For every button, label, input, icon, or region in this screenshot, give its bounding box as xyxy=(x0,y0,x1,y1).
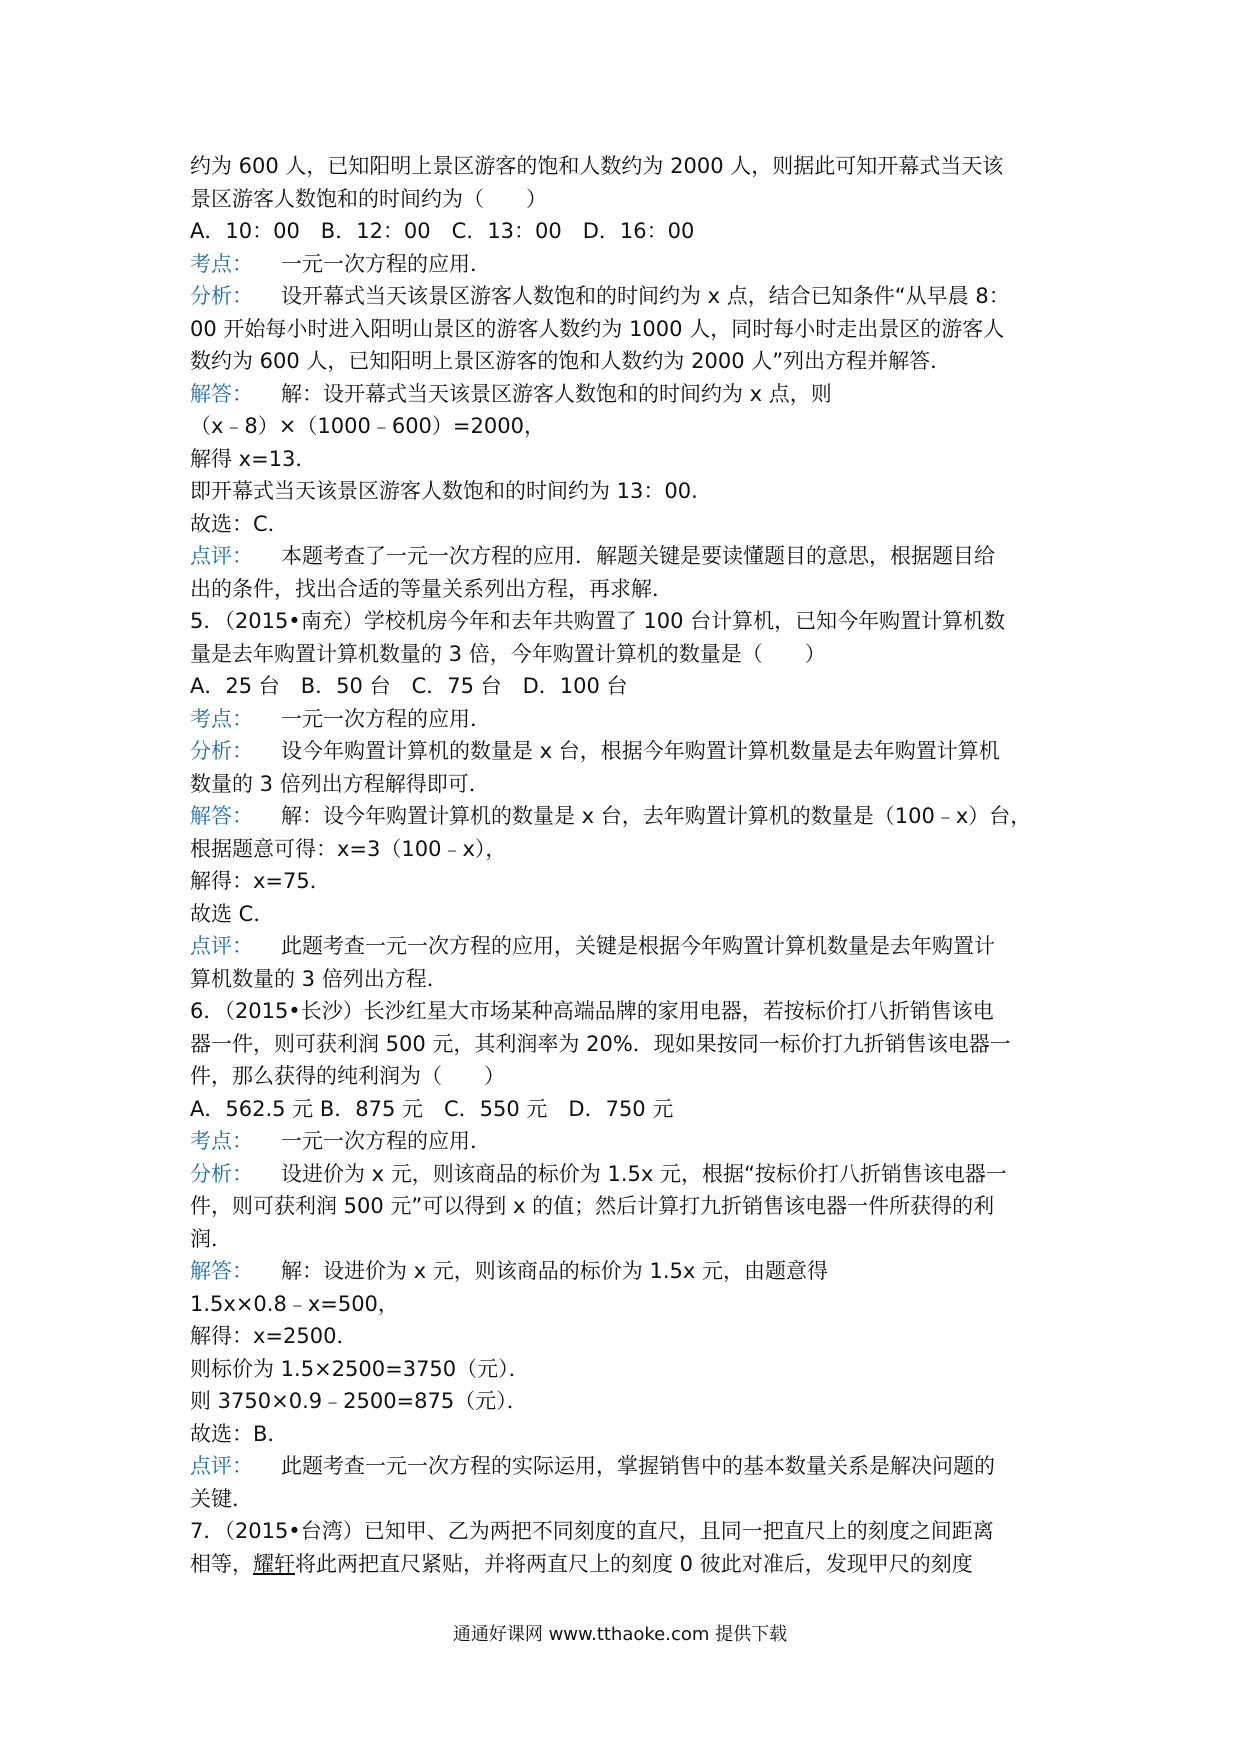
line-text: 将此两把直尺紧贴，并将两直尺上的刻度 0 彼此对准后，发现甲尺的刻度 xyxy=(295,1551,973,1576)
section-label: 考点： xyxy=(190,251,253,276)
section-label: 考点： xyxy=(190,706,253,731)
text-line xyxy=(190,248,1060,281)
text-line: 则标价为 1.5×2500=3750（元）． xyxy=(190,1356,530,1381)
section-label: 解答： xyxy=(190,1259,253,1283)
section-label: 解答： xyxy=(190,804,253,828)
text-line: 5．（2015•南充）学校机房今年和去年共购置了 100 台计算机，已知今年购置计算机数 xyxy=(190,609,1006,633)
text-line xyxy=(190,1450,1060,1483)
line-text: 此题考查一元一次方程的实际运用，掌握销售中的基本数量关系是解决问题的 xyxy=(281,1454,995,1478)
text-line xyxy=(190,1125,1060,1158)
text-line: A．562.5 元 B．875 元 C．550 元 D．750 元 xyxy=(190,1096,674,1121)
text-line: 根据题意可得：x=3（100﹣x）， xyxy=(190,836,507,861)
document-body xyxy=(190,150,1060,1580)
text-line: 解得 x=13． xyxy=(190,446,317,471)
line-text: 设开幕式当天该景区游客人数饱和的时间约为 x 点，结合已知条件“从早晨 8： xyxy=(281,284,1010,308)
text-line: 解得：x=75． xyxy=(190,869,331,893)
text-line: 6．（2015•长沙）长沙红星大市场某种高端品牌的家用电器，若按标价打八折销售该电 xyxy=(190,999,994,1023)
text-line: 件，则可获利润 500 元”可以得到 x 的值；然后计算打九折销售该电器一件所获得的利 xyxy=(190,1194,995,1218)
text-line: 7．（2015•台湾）已知甲、乙为两把不同刻度的直尺，且同一把直尺上的刻度之间距离 xyxy=(190,1519,994,1543)
page-footer: 通通好课网 www.tthaoke.com 提供下载 xyxy=(452,1624,788,1645)
text-line xyxy=(190,1548,1060,1581)
text-line: （x﹣8）×（1000﹣600）=2000， xyxy=(190,414,545,438)
text-line: 景区游客人数饱和的时间约为（ ） xyxy=(190,186,547,211)
line-text: 解：设开幕式当天该景区游客人数饱和的时间约为 x 点，则 xyxy=(281,381,832,406)
text-line xyxy=(190,1158,1060,1191)
section-label: 分析： xyxy=(190,284,253,308)
text-line: 1.5x×0.8﹣x=500， xyxy=(190,1291,399,1316)
text-line: A．10：00 B．12：00 C．13：00 D．16：00 xyxy=(190,219,695,243)
line-text: 一元一次方程的应用． xyxy=(281,251,491,276)
text-line: 故选：B． xyxy=(190,1421,289,1446)
text-line: A．25 台 B．50 台 C．75 台 D．100 台 xyxy=(190,674,628,698)
text-line xyxy=(190,735,1060,768)
text-line xyxy=(190,1255,1060,1288)
line-text: 此题考查一元一次方程的应用，关键是根据今年购置计算机数量是去年购置计 xyxy=(281,934,995,958)
text-line: 润． xyxy=(190,1226,232,1251)
line-text: 解：设今年购置计算机的数量是 x 台，去年购置计算机的数量是（100﹣x）台， xyxy=(281,804,1032,828)
section-label: 解答： xyxy=(190,381,253,406)
text-line: 约为 600 人，已知阳明上景区游客的饱和人数约为 2000 人，则据此可知开幕式当天该 xyxy=(190,154,1004,178)
text-line: 量是去年购置计算机数量的 3 倍，今年购置计算机的数量是（ ） xyxy=(190,641,826,666)
section-label: 分析： xyxy=(190,1161,253,1186)
text-line: 数约为 600 人，已知阳明上景区游客的饱和人数约为 2000 人”列出方程并解答． xyxy=(190,349,952,373)
section-label: 点评： xyxy=(190,1454,253,1478)
text-line xyxy=(190,280,1060,313)
line-text: 本题考查了一元一次方程的应用．解题关键是要读懂题目的意思，根据题目给 xyxy=(281,544,995,568)
text-line: 关键． xyxy=(190,1486,253,1511)
section-label: 考点： xyxy=(190,1129,253,1153)
text-line: 故选：C． xyxy=(190,511,289,536)
text-line xyxy=(190,800,1060,833)
text-line: 出的条件，找出合适的等量关系列出方程，再求解． xyxy=(190,576,673,601)
line-text: 解：设进价为 x 元，则该商品的标价为 1.5x 元，由题意得 xyxy=(281,1259,828,1283)
text-line: 算机数量的 3 倍列出方程． xyxy=(190,966,448,991)
text-line: 则 3750×0.9﹣2500=875（元）． xyxy=(190,1389,528,1413)
text-line: 即开幕式当天该景区游客人数饱和的时间约为 13：00. xyxy=(190,479,698,503)
text-line: 故选 C． xyxy=(190,901,275,926)
text-line xyxy=(190,540,1060,573)
section-label: 分析： xyxy=(190,739,253,763)
text-line: 器一件，则可获利润 500 元，其利润率为 20%．现如果按同一标价打九折销售该电器一 xyxy=(190,1031,1011,1056)
text-line xyxy=(190,930,1060,963)
line-text: 设今年购置计算机的数量是 x 台，根据今年购置计算机数量是去年购置计算机 xyxy=(281,739,1000,763)
section-label: 点评： xyxy=(190,544,253,568)
text-line xyxy=(190,703,1060,736)
text-line: 件，那么获得的纯利润为（ ） xyxy=(190,1064,505,1088)
text-line: 00 开始每小时进入阳明山景区的游客人数约为 1000 人，同时每小时走出景区的游客人 xyxy=(190,316,1005,341)
line-text: 一元一次方程的应用． xyxy=(281,1129,491,1153)
section-label: 点评： xyxy=(190,934,253,958)
underlined-name: 耀轩 xyxy=(253,1551,295,1576)
line-text: 相等， xyxy=(190,1551,253,1576)
text-line: 数量的 3 倍列出方程解得即可． xyxy=(190,771,490,796)
text-line: 解得：x=2500． xyxy=(190,1324,358,1348)
line-text: 一元一次方程的应用． xyxy=(281,706,491,731)
line-text: 设进价为 x 元，则该商品的标价为 1.5x 元，根据“按标价打八折销售该电器一 xyxy=(281,1161,1007,1186)
text-line xyxy=(190,378,1060,411)
